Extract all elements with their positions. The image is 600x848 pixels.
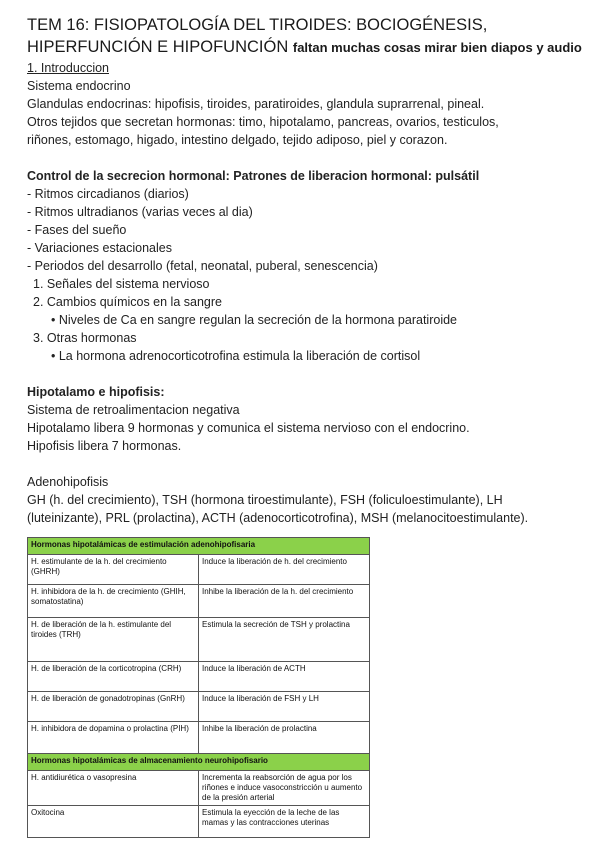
table-row [28,662,370,692]
control-bullet-item: • La hormona adrenocorticotrofina estimula la liberación de cortisol [51,349,421,363]
action-cell: Inhibe la liberación de prolactina [199,722,370,754]
document-page [27,14,587,527]
control-dash-item: - Ritmos circadianos (diarios) [27,187,189,201]
adeno-line: (luteinizante), PRL (prolactina), ACTH (adenocorticotrofina), MSH (melanocitoestimulante). [27,511,529,525]
hormone-cell: H. inhibidora de la h. de crecimiento (GHIH, somatostatina) [28,585,199,618]
action-cell: Incrementa la reabsorción de agua por los riñones e induce vasoconstricción u aumento de la presión arterial [199,771,370,806]
action-cell: Induce la liberación de ACTH [199,662,370,692]
hormone-cell: H. de liberación de gonadotropinas (GnRH) [28,692,199,722]
action-cell: Induce la liberación de h. del crecimiento [199,555,370,585]
section-heading-intro: 1. Introduccion [27,61,109,75]
control-dash-item: - Periodos del desarrollo (fetal, neonatal, puberal, senescencia) [27,259,378,273]
hormone-cell: H. inhibidora de dopamina o prolactina (PIH) [28,722,199,754]
hipotalamo-line: Hipotalamo libera 9 hormonas y comunica el sistema nervioso con el endocrino. [27,421,470,435]
intro-line: Glandulas endocrinas: hipofisis, tiroides, paratiroides, glandula suprarrenal, pineal. [27,97,485,111]
table-header-row [28,538,370,555]
intro-line: riñones, estomago, higado, intestino delgado, tejido adiposo, piel y corazon. [27,133,448,147]
title-note: faltan muchas cosas mirar bien diapos y audio [292,40,582,55]
hormone-cell: H. estimulante de la h. del crecimiento (GHRH) [28,555,199,585]
control-numbered-item: 1. Señales del sistema nervioso [33,277,210,291]
table-row [28,771,370,806]
title-line-1: TEM 16: FISIOPATOLOGÍA DEL TIROIDES: BOCIOGÉNESIS, [27,16,488,34]
subheading-endocrine-system: Sistema endocrino [27,79,131,93]
adeno-line: GH (h. del crecimiento), TSH (hormona tiroestimulante), FSH (foliculoestimulante), LH [27,493,503,507]
control-numbered-item: 3. Otras hormonas [33,331,137,345]
table-row [28,806,370,838]
hormone-cell: Oxitocina [28,806,199,838]
hormones-table [27,537,370,838]
hipotalamo-line: Hipofisis libera 7 hormonas. [27,439,182,453]
hormone-cell: H. de liberación de la h. estimulante del tiroides (TRH) [28,618,199,662]
table-row [28,722,370,754]
intro-line: Otros tejidos que secretan hormonas: timo, hipotalamo, pancreas, ovarios, testiculos, [27,115,499,129]
action-cell: Induce la liberación de FSH y LH [199,692,370,722]
table-header-storage: Hormonas hipotalámicas de almacenamiento neurohipofisario [28,754,370,771]
table-row [28,618,370,662]
control-bullet-item: • Niveles de Ca en sangre regulan la secreción de la hormona paratiroide [51,313,457,327]
adeno-heading: Adenohipofisis [27,475,109,489]
control-dash-item: - Fases del sueño [27,223,127,237]
action-cell: Estimula la secreción de TSH y prolactina [199,618,370,662]
control-heading: Control de la secrecion hormonal: Patrones de liberacion hormonal: pulsátil [27,169,480,183]
control-dash-item: - Ritmos ultradianos (varias veces al dia) [27,205,253,219]
action-cell: Estimula la eyección de la leche de las mamas y las contracciones uterinas [199,806,370,838]
action-cell: Inhibe la liberación de la h. del crecimiento [199,585,370,618]
document-title [27,14,587,59]
table-header-stimulation: Hormonas hipotalámicas de estimulación adenohipofisaria [28,538,370,555]
hipotalamo-heading: Hipotalamo e hipofisis: [27,385,165,399]
control-numbered-item: 2. Cambios químicos en la sangre [33,295,222,309]
table-row [28,585,370,618]
title-line-2: HIPERFUNCIÓN E HIPOFUNCIÓN [27,38,289,56]
control-dash-item: - Variaciones estacionales [27,241,172,255]
table-row [28,692,370,722]
hipotalamo-line: Sistema de retroalimentacion negativa [27,403,240,417]
table-row [28,555,370,585]
hormone-cell: H. antidiurética o vasopresina [28,771,199,806]
table-header-row [28,754,370,771]
hormone-cell: H. de liberación de la corticotropina (CRH) [28,662,199,692]
